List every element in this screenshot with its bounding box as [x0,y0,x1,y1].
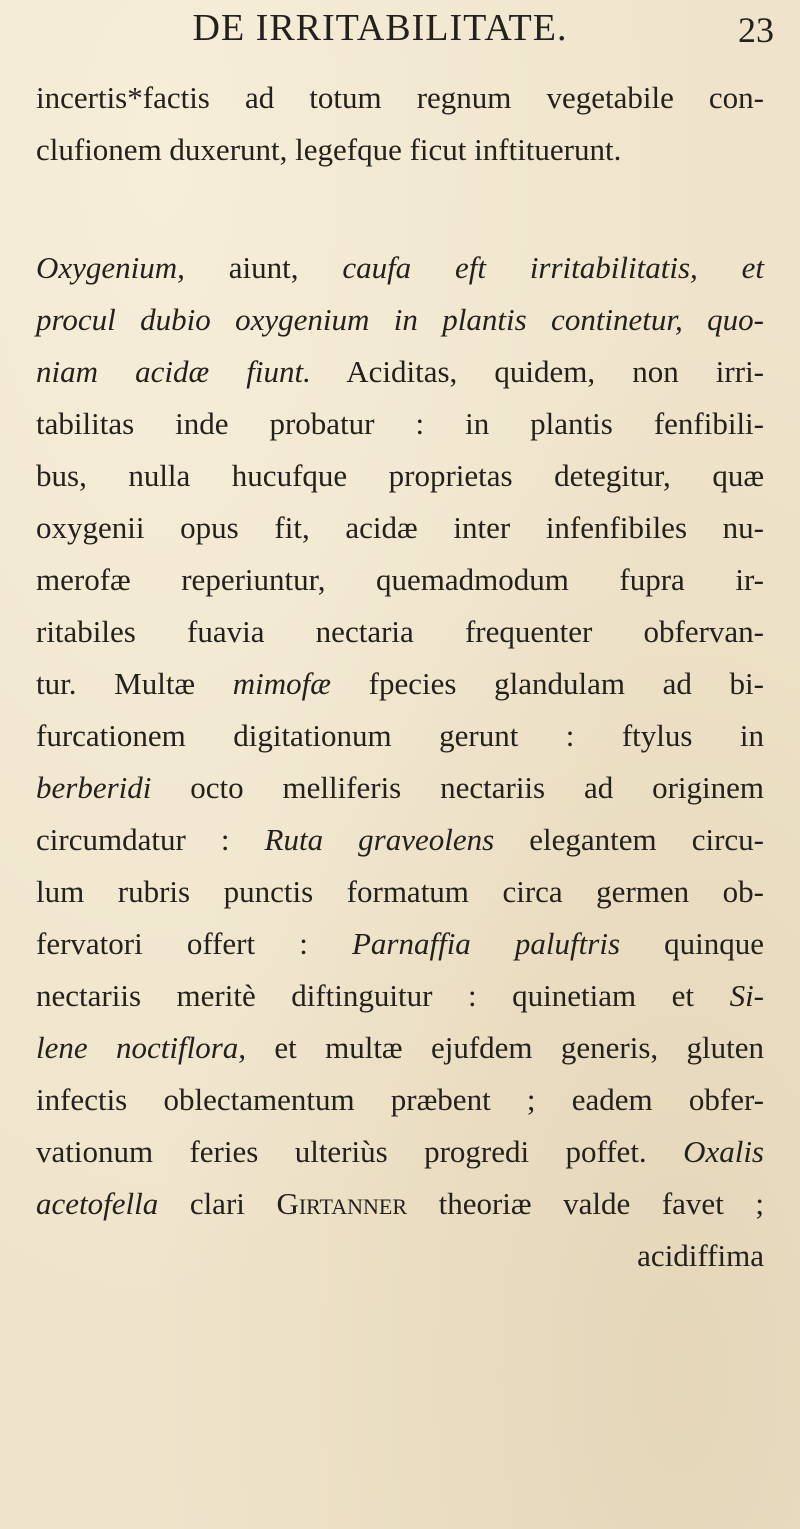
text-line: merofæ reperiuntur, quemadmodum fupra ir- [36,562,764,597]
text-line: oxygenii opus fit, acidæ inter infenfibiles nu- [36,510,764,545]
text-line: berberidi octo melliferis nectariis ad originem [36,770,764,805]
text-line: tur. Multæ mimofæ fpecies glandulam ad bi- [36,666,764,701]
text-line: tabilitas inde probatur : in plantis fenfibili- [36,406,764,441]
text-line: niam acidæ fiunt. Aciditas, quidem, non irri- [36,354,765,389]
catchword: acidiffima [637,1238,764,1273]
page-number: 23 [738,10,774,50]
text-line: nectariis meritè diftinguitur : quinetiam et Si- [36,978,764,1013]
text-line: fervatori offert : Parnaffia paluftris quinque [36,926,765,961]
page-header [0,6,800,50]
text-line: procul dubio oxygenium in plantis continetur, quo- [36,302,764,337]
text-line: furcationem digitationum gerunt : ftylus in [36,718,764,753]
text-line: lum rubris punctis formatum circa germen ob- [36,874,764,909]
text-line: infectis oblectamentum præbent ; eadem obfer- [36,1082,764,1117]
text-line: bus, nulla hucufque proprietas detegitur, quæ [36,458,764,493]
text-line: circumdatur : Ruta graveolens elegantem circu- [36,822,764,857]
text-line: acetofella clari Girtanner theoriæ valde favet ; [36,1186,764,1221]
text-line: lene noctiflora, et multæ ejufdem generis, gluten [36,1030,764,1065]
text-line: Oxygenium, aiunt, caufa eft irritabilitatis, et [36,250,764,285]
text-line: clufionem duxerunt, legefque ficut inftituerunt. [36,132,622,167]
running-title: DE IRRITABILITATE. [192,7,568,49]
text-line: incertis*factis ad totum regnum vegetabile con- [36,80,764,115]
text-line: vationum feries ulteriùs progredi poffet. Oxalis [36,1134,764,1169]
text-line: ritabiles fuavia nectaria frequenter obfervan- [36,614,764,649]
